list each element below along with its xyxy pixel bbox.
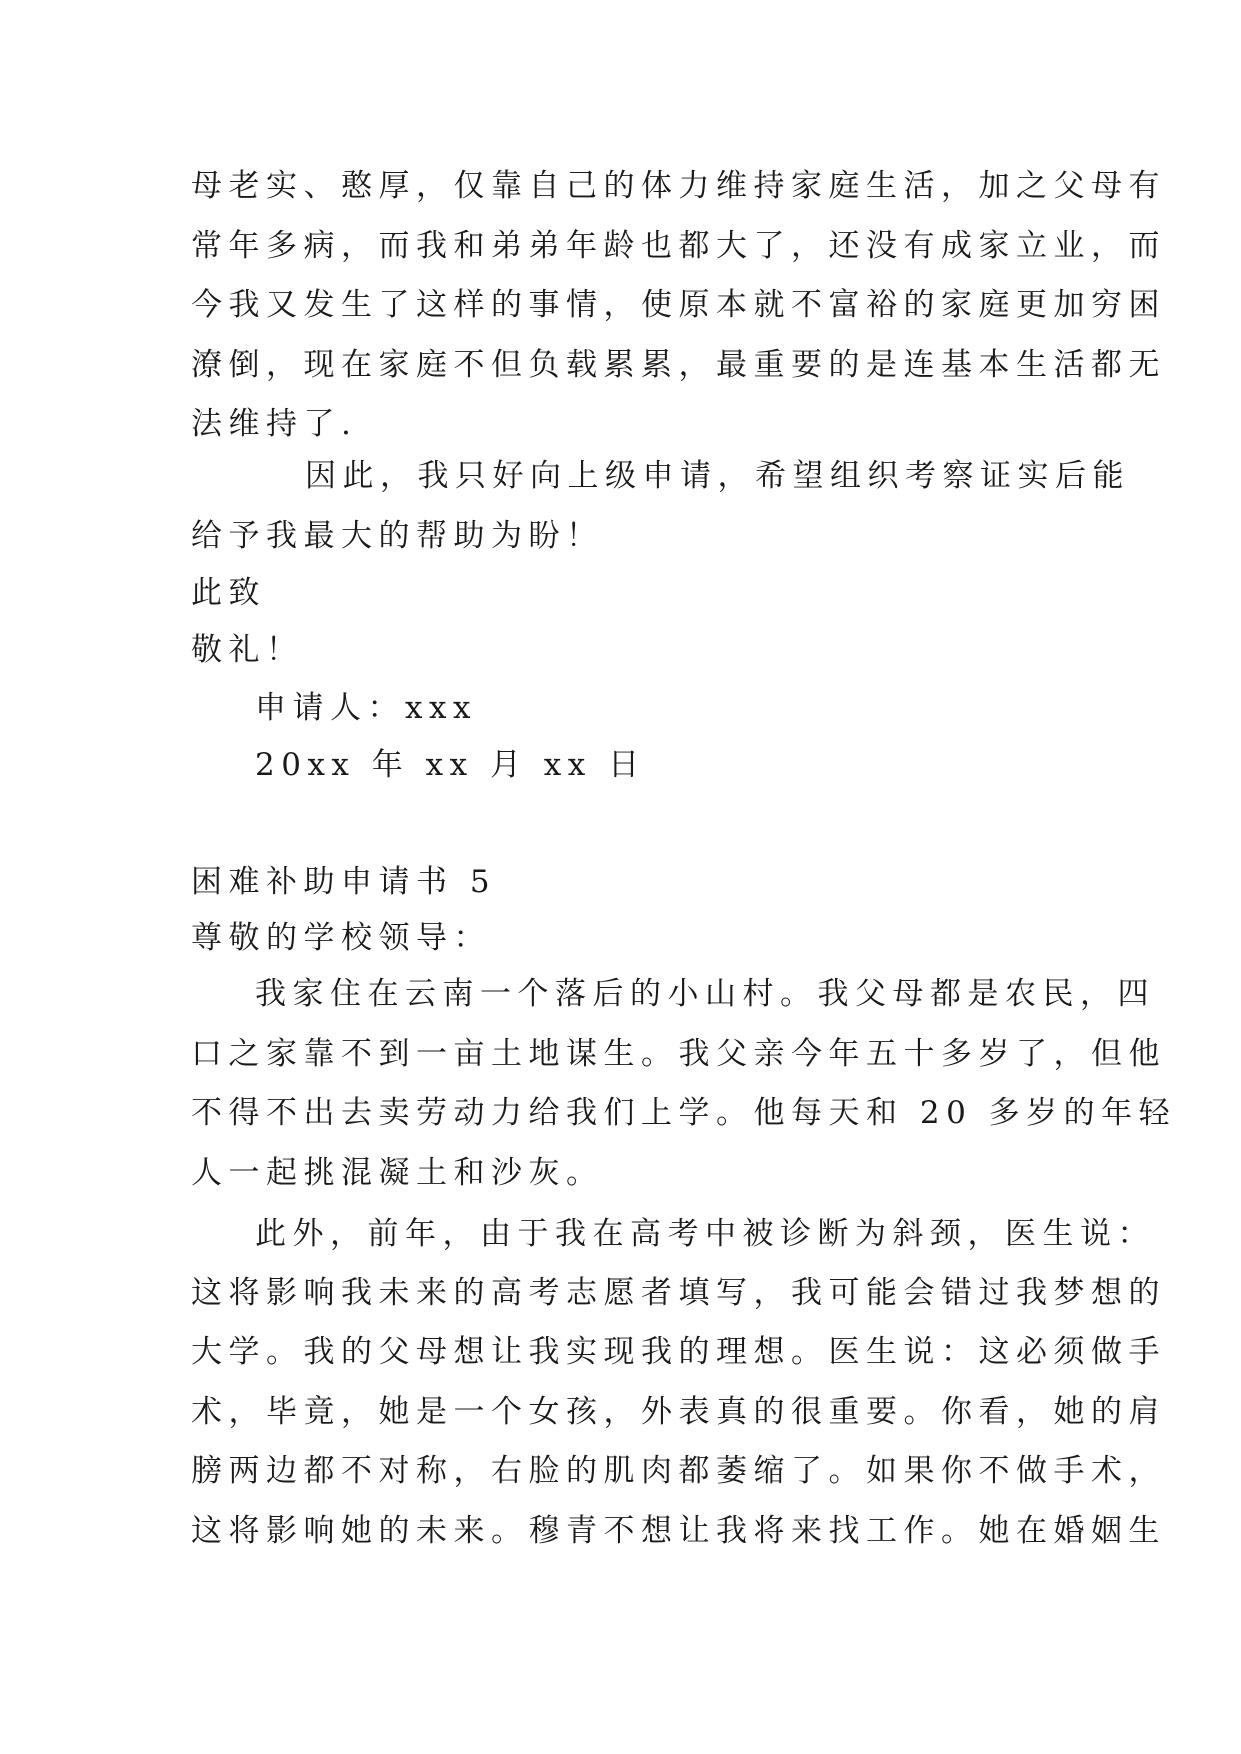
paragraph-line: 法维持了. (191, 406, 358, 442)
paragraph-line: 大学。我的父母想让我实现我的理想。医生说：这必须做手 (191, 1334, 1166, 1370)
paragraph-line: 我家住在云南一个落后的小山村。我父母都是农民，四 (255, 976, 1155, 1012)
closing-regards: 敬礼！ (191, 632, 304, 668)
paragraph-line: 此外，前年，由于我在高考中被诊断为斜颈，医生说： (255, 1216, 1155, 1252)
paragraph-line: 膀两边都不对称，右脸的肌肉都萎缩了。如果你不做手术， (191, 1453, 1166, 1489)
paragraph-line: 口之家靠不到一亩土地谋生。我父亲今年五十多岁了，但他 (191, 1036, 1166, 1072)
section-title: 困难补助申请书 5 (191, 864, 497, 900)
applicant-signature: 申请人：xxx (255, 690, 477, 726)
paragraph-line: 这将影响她的未来。穆青不想让我将来找工作。她在婚姻生 (191, 1513, 1166, 1549)
paragraph-line: 因此，我只好向上级申请，希望组织考察证实后能 (305, 458, 1130, 494)
paragraph-line: 给予我最大的帮助为盼！ (191, 518, 604, 554)
paragraph-line: 术，毕竟，她是一个女孩，外表真的很重要。你看，她的肩 (191, 1394, 1166, 1430)
paragraph-line: 不得不出去卖劳动力给我们上学。他每天和 20 多岁的年轻 (191, 1095, 1177, 1131)
paragraph-line: 今我又发生了这样的事情，使原本就不富裕的家庭更加穷困 (191, 287, 1166, 323)
paragraph-line: 常年多病，而我和弟弟年龄也都大了，还没有成家立业，而 (191, 228, 1166, 264)
closing-salutation: 此致 (191, 575, 266, 611)
paragraph-line: 人一起挑混凝土和沙灰。 (191, 1155, 604, 1191)
paragraph-line: 潦倒，现在家庭不但负载累累，最重要的是连基本生活都无 (191, 347, 1166, 383)
letter-greeting: 尊敬的学校领导： (191, 920, 491, 956)
paragraph-line: 这将影响我未来的高考志愿者填写，我可能会错过我梦想的 (191, 1275, 1166, 1311)
paragraph-line: 母老实、憨厚，仅靠自己的体力维持家庭生活，加之父母有 (191, 168, 1166, 204)
date-line: 20xx 年 xx 月 xx 日 (255, 747, 646, 783)
